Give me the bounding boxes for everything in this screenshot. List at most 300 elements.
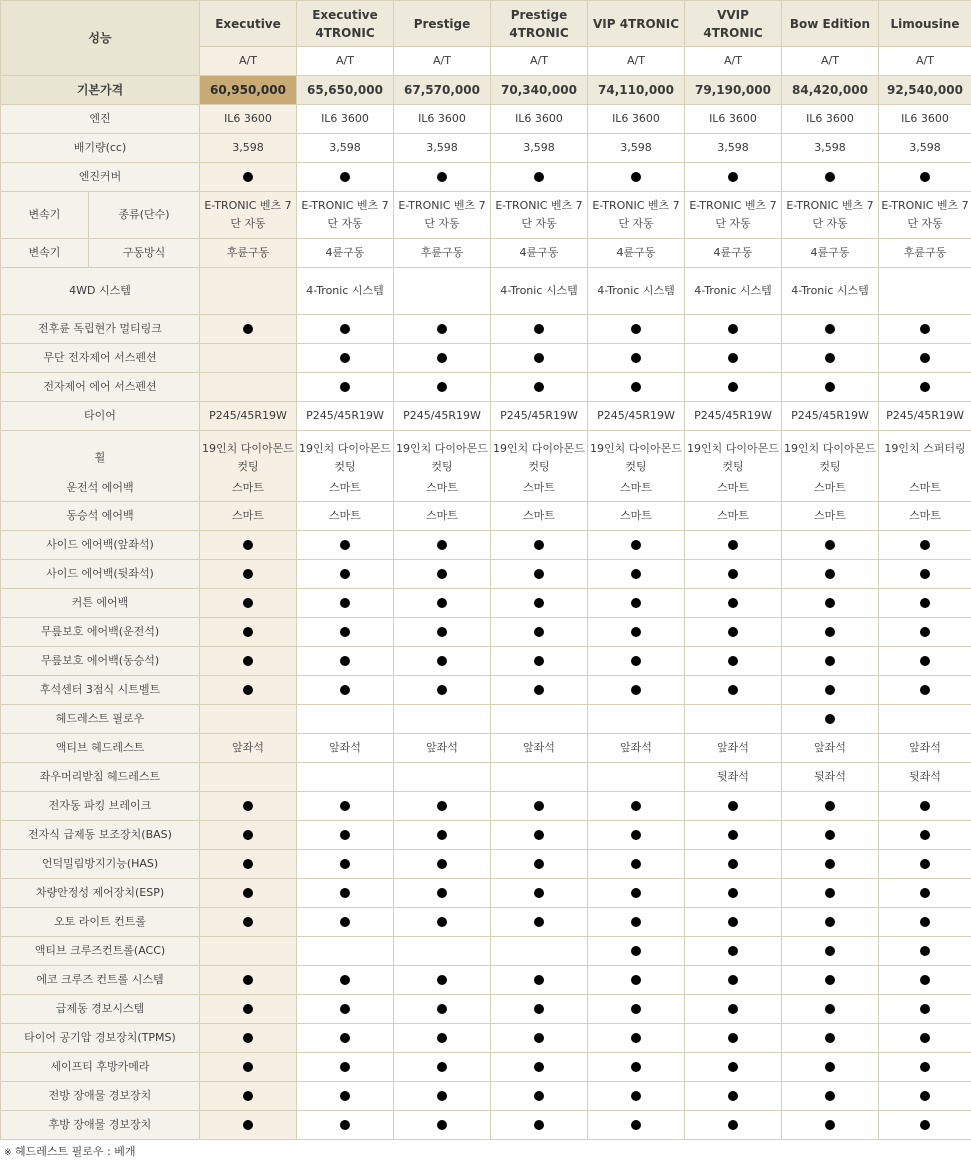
dot-icon — [534, 1091, 544, 1101]
dot-icon — [728, 353, 738, 363]
spec-cell — [297, 192, 394, 239]
dot-icon — [243, 975, 253, 985]
dot-icon — [437, 324, 447, 334]
cell-text: 스마트 — [620, 509, 652, 522]
dot-icon — [534, 685, 544, 695]
spec-cell — [879, 560, 971, 589]
cell-text: E-TRONIC 벤츠 7단 자동 — [204, 199, 292, 230]
spec-cell — [879, 1082, 971, 1111]
spec-cell — [879, 879, 971, 908]
spec-row — [1, 763, 971, 792]
transmission-cell: A/T — [297, 47, 394, 76]
footnote-mark: ※ — [4, 1148, 12, 1158]
dot-icon — [631, 801, 641, 811]
dot-icon — [437, 353, 447, 363]
dot-icon — [437, 1120, 447, 1130]
price-cell: 70,340,000 — [491, 76, 588, 105]
dot-icon — [631, 172, 641, 182]
spec-cell — [297, 937, 394, 966]
cell-text: 4륜구동 — [325, 246, 365, 259]
dot-icon — [534, 656, 544, 666]
spec-cell — [879, 908, 971, 937]
dot-icon — [243, 1062, 253, 1072]
dot-icon — [728, 888, 738, 898]
spec-cell — [879, 647, 971, 676]
spec-cell — [297, 502, 394, 531]
spec-row — [1, 908, 971, 937]
dot-icon — [534, 598, 544, 608]
spec-cell — [879, 734, 971, 763]
cell-text: 3,598 — [523, 141, 555, 154]
spec-cell — [200, 268, 297, 315]
cell-text: 4-Tronic 시스템 — [694, 284, 772, 297]
dot-icon — [920, 172, 930, 182]
dot-icon — [243, 540, 253, 550]
row-label: 무릎보호 에어백(동승석) — [1, 647, 200, 676]
spec-cell — [685, 105, 782, 134]
spec-row — [1, 1024, 971, 1053]
spec-cell — [200, 502, 297, 531]
spec-cell — [491, 734, 588, 763]
spec-cell — [879, 373, 971, 402]
spec-cell — [200, 192, 297, 239]
dot-icon — [920, 627, 930, 637]
row-label: 세이프티 후방카메라 — [1, 1053, 200, 1082]
spec-cell — [879, 134, 971, 163]
dot-icon — [920, 1091, 930, 1101]
spec-row — [1, 192, 971, 239]
spec-cell — [879, 1111, 971, 1140]
dot-icon — [631, 1062, 641, 1072]
spec-cell — [394, 676, 491, 705]
dot-icon — [243, 1033, 253, 1043]
spec-cell — [685, 531, 782, 560]
spec-cell — [200, 239, 297, 268]
dot-icon — [437, 1091, 447, 1101]
spec-cell — [394, 431, 491, 502]
spec-cell — [879, 792, 971, 821]
spec-cell — [200, 589, 297, 618]
cell-text: 3,598 — [329, 141, 361, 154]
dot-icon — [631, 1120, 641, 1130]
dot-icon — [437, 569, 447, 579]
row-label: 후방 장애물 경보장치 — [1, 1111, 200, 1140]
spec-row — [1, 966, 971, 995]
dot-icon — [534, 627, 544, 637]
spec-row — [1, 676, 971, 705]
spec-cell — [588, 647, 685, 676]
spec-cell — [685, 647, 782, 676]
row-label: 전자제어 에어 서스펜션 — [1, 373, 200, 402]
spec-cell — [879, 1024, 971, 1053]
dot-icon — [825, 382, 835, 392]
spec-row — [1, 431, 971, 502]
price-cell: 65,650,000 — [297, 76, 394, 105]
spec-cell — [782, 431, 879, 502]
dot-icon — [534, 917, 544, 927]
dot-icon — [825, 172, 835, 182]
spec-cell — [588, 995, 685, 1024]
spec-cell — [394, 792, 491, 821]
dot-icon — [631, 1004, 641, 1014]
dot-icon — [340, 917, 350, 927]
spec-cell — [685, 134, 782, 163]
dot-icon — [728, 1120, 738, 1130]
dot-icon — [534, 353, 544, 363]
cell-text: IL6 3600 — [806, 112, 854, 125]
dot-icon — [825, 1004, 835, 1014]
dot-icon — [534, 382, 544, 392]
dot-icon — [825, 1091, 835, 1101]
dot-icon — [825, 598, 835, 608]
spec-cell — [782, 344, 879, 373]
spec-cell — [200, 676, 297, 705]
spec-cell — [200, 821, 297, 850]
row-label: 전후륜 독립현가 멀티링크 — [1, 315, 200, 344]
spec-cell — [491, 908, 588, 937]
cell-primary: 19인치 다이아몬드 컷팅 — [202, 441, 294, 473]
dot-icon — [825, 353, 835, 363]
cell-text: 4-Tronic 시스템 — [791, 284, 869, 297]
dot-icon — [534, 1062, 544, 1072]
dot-icon — [340, 830, 350, 840]
dot-icon — [340, 975, 350, 985]
cell-text: 뒷좌석 — [814, 770, 846, 783]
dot-icon — [631, 540, 641, 550]
dot-icon — [340, 1062, 350, 1072]
spec-row — [1, 1111, 971, 1140]
dot-icon — [631, 598, 641, 608]
spec-cell — [782, 995, 879, 1024]
dot-icon — [631, 888, 641, 898]
spec-cell — [782, 618, 879, 647]
spec-cell — [200, 105, 297, 134]
spec-cell — [879, 105, 971, 134]
spec-cell — [879, 315, 971, 344]
row-label: 에코 크루즈 컨트롤 시스템 — [1, 966, 200, 995]
spec-cell — [782, 647, 879, 676]
transmission-cell: A/T — [200, 47, 297, 76]
spec-row — [1, 105, 971, 134]
dot-icon — [340, 569, 350, 579]
spec-cell — [200, 344, 297, 373]
spec-cell — [297, 268, 394, 315]
spec-cell — [200, 966, 297, 995]
dot-icon — [631, 1091, 641, 1101]
dot-icon — [631, 382, 641, 392]
spec-cell — [394, 821, 491, 850]
spec-cell — [297, 763, 394, 792]
cell-text: 앞좌석 — [329, 741, 361, 754]
spec-cell — [588, 850, 685, 879]
spec-cell — [200, 1024, 297, 1053]
spec-cell — [491, 705, 588, 734]
dot-icon — [920, 569, 930, 579]
spec-cell — [394, 1082, 491, 1111]
dot-icon — [437, 975, 447, 985]
dot-icon — [728, 382, 738, 392]
row-label: 액티브 크루즈컨트롤(ACC) — [1, 937, 200, 966]
spec-cell — [491, 134, 588, 163]
model-header: Prestige 4TRONIC — [491, 1, 588, 47]
spec-cell — [588, 315, 685, 344]
dot-icon — [631, 569, 641, 579]
spec-row — [1, 344, 971, 373]
spec-cell — [588, 821, 685, 850]
spec-cell — [297, 647, 394, 676]
price-row — [1, 76, 971, 105]
spec-cell — [200, 995, 297, 1024]
spec-cell — [491, 431, 588, 502]
dot-icon — [728, 172, 738, 182]
cell-text: 앞좌석 — [620, 741, 652, 754]
dot-icon — [631, 946, 641, 956]
cell-text: 4륜구동 — [810, 246, 850, 259]
dot-icon — [243, 569, 253, 579]
cell-text: E-TRONIC 벤츠 7단 자동 — [786, 199, 874, 230]
row-label: 전자식 급제동 보조장치(BAS) — [1, 821, 200, 850]
dot-icon — [340, 859, 350, 869]
dot-icon — [920, 801, 930, 811]
spec-cell — [588, 734, 685, 763]
spec-cell — [491, 560, 588, 589]
spec-cell — [879, 344, 971, 373]
spec-cell — [782, 134, 879, 163]
spec-cell — [782, 763, 879, 792]
spec-cell — [200, 1111, 297, 1140]
row-label: 오토 라이트 컨트롤 — [1, 908, 200, 937]
spec-cell — [394, 908, 491, 937]
spec-cell — [297, 531, 394, 560]
dot-icon — [728, 598, 738, 608]
model-header: Executive 4TRONIC — [297, 1, 394, 47]
cell-secondary: 스마트 — [814, 480, 846, 494]
spec-cell — [782, 734, 879, 763]
spec-cell — [588, 163, 685, 192]
price-cell: 74,110,000 — [588, 76, 685, 105]
row-label: 커튼 에어백 — [1, 589, 200, 618]
dot-icon — [825, 975, 835, 985]
spec-cell — [588, 937, 685, 966]
spec-cell — [491, 105, 588, 134]
spec-cell — [394, 192, 491, 239]
spec-cell — [491, 647, 588, 676]
dot-icon — [243, 1120, 253, 1130]
spec-cell — [879, 192, 971, 239]
spec-cell — [394, 268, 491, 315]
cell-text: P245/45R19W — [500, 409, 578, 422]
spec-cell — [782, 1024, 879, 1053]
dot-icon — [920, 685, 930, 695]
dot-icon — [825, 1062, 835, 1072]
dot-icon — [728, 859, 738, 869]
row-label: 차량안정성 제어장치(ESP) — [1, 879, 200, 908]
transmission-cell: A/T — [491, 47, 588, 76]
dot-icon — [437, 888, 447, 898]
cell-secondary: 스마트 — [426, 480, 458, 494]
dot-icon — [534, 975, 544, 985]
row-label: 좌우머리받침 헤드레스트 — [1, 763, 200, 792]
dot-icon — [825, 917, 835, 927]
dot-icon — [340, 627, 350, 637]
spec-cell — [685, 373, 782, 402]
cell-text: 3,598 — [426, 141, 458, 154]
cell-primary: 19인치 다이아몬드 컷팅 — [493, 441, 585, 473]
cell-text: IL6 3600 — [901, 112, 949, 125]
dot-icon — [437, 685, 447, 695]
dot-icon — [243, 801, 253, 811]
spec-cell — [782, 589, 879, 618]
cell-secondary: 스마트 — [909, 480, 941, 494]
dot-icon — [340, 382, 350, 392]
spec-cell — [782, 105, 879, 134]
dot-icon — [340, 1033, 350, 1043]
dot-icon — [340, 324, 350, 334]
dot-icon — [437, 1062, 447, 1072]
row-label: 사이드 에어백(앞좌석) — [1, 531, 200, 560]
spec-cell — [685, 821, 782, 850]
spec-cell — [297, 1053, 394, 1082]
dot-icon — [728, 540, 738, 550]
dot-icon — [243, 685, 253, 695]
cell-primary: 19인치 스퍼터링 — [884, 441, 966, 455]
dot-icon — [243, 859, 253, 869]
dot-icon — [728, 946, 738, 956]
spec-cell — [879, 163, 971, 192]
spec-cell — [491, 239, 588, 268]
dot-icon — [243, 830, 253, 840]
spec-cell — [879, 618, 971, 647]
cell-secondary: 스마트 — [329, 480, 361, 494]
row-label: 엔진커버 — [1, 163, 200, 192]
cell-primary: 19인치 다이아몬드 컷팅 — [396, 441, 488, 473]
spec-cell — [685, 879, 782, 908]
spec-cell — [297, 821, 394, 850]
spec-row — [1, 134, 971, 163]
spec-cell — [685, 502, 782, 531]
spec-cell — [200, 163, 297, 192]
cell-text: 앞좌석 — [909, 741, 941, 754]
cell-text: 후륜구동 — [226, 246, 270, 259]
spec-cell — [588, 1024, 685, 1053]
spec-cell — [879, 705, 971, 734]
transmission-cell: A/T — [879, 47, 971, 76]
dot-icon — [825, 888, 835, 898]
spec-cell — [394, 966, 491, 995]
cell-text: P245/45R19W — [306, 409, 384, 422]
spec-cell — [685, 908, 782, 937]
cell-text: 스마트 — [814, 509, 846, 522]
spec-cell — [297, 239, 394, 268]
spec-cell — [297, 995, 394, 1024]
spec-cell — [491, 850, 588, 879]
cell-secondary: 스마트 — [232, 480, 264, 494]
spec-cell — [491, 966, 588, 995]
spec-cell — [588, 373, 685, 402]
spec-cell — [879, 239, 971, 268]
dot-icon — [920, 859, 930, 869]
spec-cell — [394, 239, 491, 268]
dot-icon — [534, 1033, 544, 1043]
spec-cell — [200, 315, 297, 344]
dot-icon — [534, 569, 544, 579]
spec-cell — [297, 966, 394, 995]
spec-cell — [394, 734, 491, 763]
transmission-cell: A/T — [782, 47, 879, 76]
dot-icon — [728, 569, 738, 579]
spec-cell — [588, 676, 685, 705]
model-header: Bow Edition — [782, 1, 879, 47]
spec-cell — [394, 163, 491, 192]
dot-icon — [340, 801, 350, 811]
spec-cell — [685, 560, 782, 589]
row-label-secondary: 운전석 에어백 — [66, 480, 134, 494]
spec-cell — [394, 315, 491, 344]
spec-cell — [588, 1053, 685, 1082]
spec-cell — [491, 531, 588, 560]
cell-text: 스마트 — [909, 509, 941, 522]
dot-icon — [243, 888, 253, 898]
spec-cell — [394, 105, 491, 134]
spec-cell — [782, 937, 879, 966]
row-label: 액티브 헤드레스트 — [1, 734, 200, 763]
spec-cell — [685, 792, 782, 821]
cell-text: E-TRONIC 벤츠 7단 자동 — [398, 199, 486, 230]
dot-icon — [728, 801, 738, 811]
performance-header: 성능 — [1, 1, 200, 76]
spec-cell — [200, 134, 297, 163]
dot-icon — [728, 627, 738, 637]
price-cell: 79,190,000 — [685, 76, 782, 105]
spec-cell — [297, 618, 394, 647]
dot-icon — [825, 569, 835, 579]
dot-icon — [825, 1033, 835, 1043]
spec-row — [1, 1053, 971, 1082]
spec-cell — [685, 676, 782, 705]
spec-row — [1, 792, 971, 821]
dot-icon — [437, 801, 447, 811]
spec-cell — [782, 1082, 879, 1111]
spec-row — [1, 589, 971, 618]
spec-cell — [491, 676, 588, 705]
cell-text: IL6 3600 — [612, 112, 660, 125]
spec-cell — [685, 239, 782, 268]
cell-text: 후륜구동 — [903, 246, 947, 259]
spec-cell — [491, 163, 588, 192]
spec-cell — [297, 1024, 394, 1053]
cell-secondary: 스마트 — [523, 480, 555, 494]
spec-cell — [782, 705, 879, 734]
dot-icon — [437, 172, 447, 182]
cell-text: E-TRONIC 벤츠 7단 자동 — [495, 199, 583, 230]
spec-cell — [879, 850, 971, 879]
spec-cell — [782, 821, 879, 850]
spec-cell — [685, 937, 782, 966]
spec-cell — [491, 618, 588, 647]
dot-icon — [534, 801, 544, 811]
spec-cell — [879, 676, 971, 705]
dot-icon — [243, 627, 253, 637]
dot-icon — [728, 1004, 738, 1014]
cell-text: 앞좌석 — [717, 741, 749, 754]
spec-cell — [685, 734, 782, 763]
dot-icon — [920, 1120, 930, 1130]
dot-icon — [920, 353, 930, 363]
cell-text: 후륜구동 — [420, 246, 464, 259]
spec-cell — [588, 239, 685, 268]
cell-text: 4-Tronic 시스템 — [597, 284, 675, 297]
dot-icon — [534, 324, 544, 334]
